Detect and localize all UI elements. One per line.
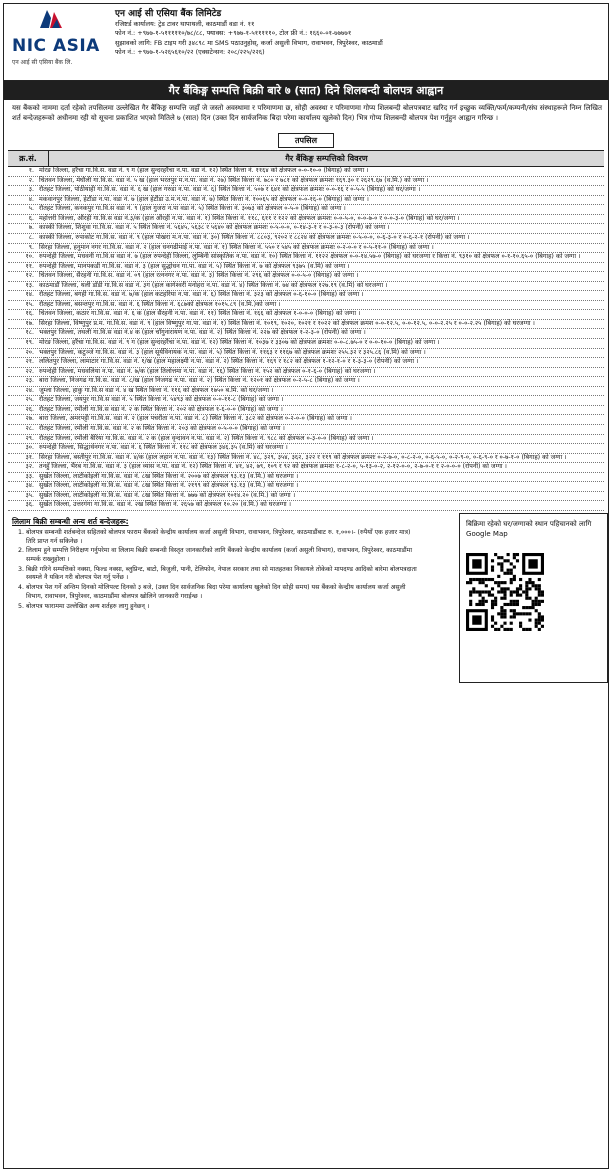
terms-title: लिलाम बिक्री सम्बन्धी अन्य शर्त बन्देजहरू:	[12, 516, 129, 526]
notice-title-banner: गैर बैंकिङ्ग सम्पत्ति बिक्री बारे ७ (सात) दिने शिलबन्दी बोलपत्र आह्वान	[4, 81, 608, 100]
row-serial: ११.	[25, 262, 34, 270]
row-description: मकवानपुर जिल्ला, हेटौंडा न.पा. वडा नं. ७ (हाल हेटौंडा उ.म.न.पा. वडा नं. ७) स्थित कित्ता नं. १००६५ को क्षेत्रफल ०-०-१६-० (बिगाह) को जग्गा ।	[39, 195, 369, 203]
qr-code-icon[interactable]	[466, 553, 544, 631]
logo-subtitle: एन आई सी एसिया बैंक लि.	[12, 59, 73, 66]
table-row	[8, 282, 604, 292]
logo-text: NIC ASIA	[12, 36, 100, 56]
row-serial: ६.	[28, 214, 34, 222]
row-description: रौतहट जिल्ला, रमौली गा.वि.स. वडा नं. २ क स्थित कित्ता नं. २०३ को क्षेत्रफल ०-५-०-० (बिगाह) को जग्गा ।	[39, 424, 285, 432]
table-row	[8, 377, 604, 387]
table-row	[8, 349, 604, 359]
table-row	[8, 272, 604, 282]
table-row	[8, 415, 604, 425]
table-row	[8, 301, 604, 311]
term-item: 5. बोलपत्र फाराममा उल्लेखित अन्य शर्तहरु लागु हुनेछन् ।	[26, 603, 419, 612]
table-row	[8, 444, 604, 454]
row-description: चितवन जिल्ला, सैरहनी गा.वि.स. वडा नं. ०९ (हाल रत्ननगर न.पा. वडा नं. ३) स्थित कित्ता नं. २९६ को क्षेत्रफल ०-०-५-० (बिगाह) को जग्गा ।	[39, 272, 359, 280]
qr-caption: बिक्रिमा रहेको घर/जग्गाको स्थान पहिचानको लागि Google Map	[466, 519, 592, 538]
term-item: 3. बिक्री गरिने सम्पत्तिको नक्सा, फिल्ड नक्सा, ब्लुप्रिन्ट, बाटो, बिजुली, पानी, टेलिफोन, नेपाल सरकार तथा सो मातहतका निकायले तोकेको मापदण्ड आदिको बारेमा बोलपत्रदाता स्वयम्ले नै यकिन गरी बोलपत्र पेश गर्नु पर्नेछ ।	[26, 566, 419, 583]
table-row	[8, 291, 604, 301]
qr-box	[459, 513, 608, 683]
row-serial: २४.	[25, 386, 34, 394]
row-description: जुम्ला जिल्ला, हाकु गा.वि.स वडा नं. ४ ख स्थित कित्ता नं. ११६ को क्षेत्रफल १७५० ब.मि. को घर/जग्गा ।	[39, 386, 274, 394]
nic-asia-logo-icon	[38, 8, 64, 30]
row-description: चितवन जिल्ला, मेघौली गा.वि.स. वडा नं. ५ ख (हाल भरतपुर म.न.पा. वडा नं. २७) स्थित कित्ता नं. ७८० र ७८१ को क्षेत्रफल क्रमशः १६९.३० र २६२९.६७ (व.मि.) को जग्गा ।	[39, 176, 429, 184]
org-suggestion-line: सुझावको लागि: FB टाइप गरी ३४८९८ मा SMS पठाउनुहोस्, कर्जा असुली विभाग, रावाभवन, त्रिपुरेश्वर, काठमाडौं	[115, 38, 383, 47]
row-serial: २३.	[25, 377, 34, 385]
row-description: बारा जिल्ला, अमरपट्टी गा.वि.स. वडा नं. २ (हाल पचरौता न.पा. वडा नं. ८) स्थित कित्ता नं. ३८२ को क्षेत्रफल ०-२-०-० (बिगाह) को जग्गा ।	[39, 415, 352, 423]
tapsil-label: तपसिल	[278, 133, 334, 148]
row-description: रौतहट जिल्ला, रमौली बैरिया गा.वि.स. वडा नं. २ क (हाल वृन्दावन न.पा. वडा नं. २) स्थित कित्ता नं. ९८८ को क्षेत्रफल ०-३-०-० (बिगाह) को जग्गा ।	[39, 434, 374, 442]
org-name: एन आई सी एसिया बैंक लिमिटेड	[115, 9, 222, 19]
table-row	[8, 492, 604, 502]
table-row	[8, 205, 604, 215]
term-item: 1. बोलपत्र सम्बन्धी शर्तबन्देज सहितको बोलपत्र फाराम बैंकको केन्द्रीय कार्यालय कर्जा असुली विभाग, रावाभवन, त्रिपुरेश्वर, काठमाडौंबाट रु. १,०००।- (रुपैयाँ एक हजार मात्र) तिरि प्राप्त गर्न सकिनेछ ।	[26, 529, 419, 546]
row-serial: ५.	[28, 205, 34, 213]
row-serial: २.	[28, 176, 34, 184]
row-description: रुपन्देही जिल्ला, मधवलिया न.पा. वडा नं. ७/क (हाल तिलोत्तमा न.पा. वडा नं. १६) स्थित कित्ता नं. १५२ को क्षेत्रफल ०-१-६-० (बिगाह) को घरजग्गा ।	[39, 367, 376, 375]
term-item: 4. बोलपत्र पेश गर्ने अन्तिम दिनको मोलिपल्ट दिनको ३ बजे, (उक्त दिन सार्वजनिक बिदा परेमा कार्यालय खुलेको दिन सोही समय) यस बैंकको केन्द्रीय कार्यालय कर्जा असुली विभाग, रावाभवन, त्रिपुरेश्वर, काठमाडौंमा बोलपत्र खोलिने जानकारी गराईन्छ ।	[26, 584, 419, 601]
row-description: रौतहट जिल्ला, बगही गा.वि.स. वडा नं. ७/क (हाल कटहरिया न.पा. वडा नं. ६) स्थित कित्ता नं. ३२३ को क्षेत्रफल ०-६-१०-० (बिगाह) को जग्गा ।	[39, 291, 364, 299]
terms-list	[4, 529, 419, 683]
row-description: भक्तपुर जिल्ला, तथली गा.वि.स वडा नं.४ क (हाल चाँगुनारायण न.पा. वडा नं. २) स्थित कित्ता नं. २२७ को क्षेत्रफल १-२-३-० (रोपनी) को जग्गा ।	[39, 329, 366, 337]
header	[4, 4, 608, 81]
intro-paragraph: यस बैंकको नाममा दर्ता रहेको तपसिलमा उल्लेखित गैर बैंकिङ्ग सम्पत्ति जहाँ जे जस्तो अवस्थामा र परिमाणमा छ, सोही अवस्था र परिमाणमा गोप्य शिलबन्दी बोलपत्रबाट खरिद गर्न इच्छुक व्यक्ति/फर्म/कम्पनी/संघ संस्थाहरूले निम्न लिखित शर्त बन्देजहरूको अधीनमा रही यो सूचना प्रकाशित भएको मितिले ७ (सात) दिन (उक्त दिन सार्वजनिक बिदा परेमा कार्यालय खुलेको दिन) भित्र गोप्य शिलबन्दी बोलपत्र पेश गर्नुहुन आह्वान गरिन्छ ।	[12, 104, 602, 122]
row-serial: २९.	[25, 434, 34, 442]
table-row	[8, 186, 604, 196]
row-description: भक्तपुर जिल्ला, कटुञ्जे गा.वि.स. वडा नं. ३ (हाल सूर्यविनायक न.पा. वडा नं. ५) स्थित कित्ता नं. ११६३ र ११६७ को क्षेत्रफल क्रमशः २५५.३२ र ३२५.८६ (व.मि) को जग्गा ।	[39, 348, 426, 356]
term-item: 2. लिलाम हुने सम्पत्ति निरीक्षण गर्नुपरेमा वा लिलाम बिक्री सम्बन्धी विस्तृत जानकारीको लागि बैंकको केन्द्रीय कार्यालय (कर्जा असुली विभाग), रावाभवन, त्रिपुरेश्वर, काठमाडौंमा सम्पर्क राख्नुहोला ।	[26, 547, 419, 564]
table-row	[8, 244, 604, 254]
row-serial: २२.	[25, 367, 34, 375]
table-row	[8, 435, 604, 445]
row-description: रुपन्देही जिल्ला, मानपकडी गा.वि.स. वडा नं. ३ (हाल सुद्धोधन गा.पा. वडा नं. ५) स्थित कित्ता नं. ७ को क्षेत्रफल ९३७५ (व.मि) को जग्गा ।	[39, 262, 350, 270]
row-serial: २८.	[25, 424, 34, 432]
row-serial: ३६.	[25, 501, 34, 509]
table-row	[8, 425, 604, 435]
row-description: सिरहा जिल्ला, विष्णुपुर प्र.म. गा.वि.स. वडा नं. ९ (हाल विष्णुपुर गा.पा. वडा नं. १) स्थित कित्ता नं. १०१९, १०२०, १०२१ र १०२२ को क्षेत्रफल क्रमश ०-०-१२.५, ०-०-१२.५, ०-०-२.२५ र ०-०-२.२५ (बिगाह) को घरजग्गा ।	[39, 319, 535, 327]
row-serial: ३५.	[25, 491, 34, 499]
org-info	[109, 4, 608, 80]
row-serial: १.	[28, 167, 34, 175]
row-serial: १०.	[25, 253, 34, 261]
row-description: सिरहा जिल्ला, बस्तीपुर गा.वि.स. वडा नं. ४/क (हाल लहान न.पा. वडा नं. १३) स्थित कित्ता नं. ४८, ३२९, ३५४, ३६२, ३२२ र ११९ को क्षेत्रफल क्रमशः ०-२-७-०, ०-८-२-०, ०-६-५-०, ०-२-९-०, ०-६-९-० र ०-७-१-० (बिगाह) को जग्गा ।	[39, 453, 567, 461]
row-description: महोत्तरी जिल्ला, औरही गा.वि.स वडा नं.३/क (हाल औरही न.पा. वडा नं. १) स्थित कित्ता नं. ११८, ६११ र १२२ को क्षेत्रफल क्रमशः ०-०-५-०, ०-०-७-० र ०-०-३-० (बिगाह) को घर/जग्गा ।	[39, 214, 460, 222]
row-description: सिरहा जिल्ला, हनुमान नगर गा.वि.स. वडा नं. २ (हाल धनगढीमाई न.पा. वडा नं. १) स्थित कित्ता नं. ५५० र ५४५ को क्षेत्रफल क्रमशः ०-२-०-० र ०-५-११-० (बिगाह) को जग्गा ।	[39, 243, 434, 251]
table-row	[8, 310, 604, 320]
table-row	[8, 406, 604, 416]
row-serial: ३४.	[25, 482, 34, 490]
row-serial: २५.	[25, 396, 34, 404]
row-description: रुपन्देही जिल्ला, मधवनी गा.वि.स वडा नं. ७ (हाल रुपन्देही जिल्ला, लुम्बिनी सांस्कृतिक न.पा. वडा नं. १०) स्थित कित्ता नं. ११२२ क्षेत्रफल ०-०-१४.५७-० (बिगाह) को घरजग्गा र कित्ता नं. ९३१० को क्षेत्रफल ०-१-१०.६५-० (बिगाह) को जग्गा ।	[39, 253, 581, 261]
row-serial: ९.	[28, 243, 34, 251]
row-description: रौतहट जिल्ला, कनकपुर गा.वि.स वडा नं. ९ (हाल गुजरा न.पा वडा नं. ५) स्थित कित्ता नं. ३०७३ को क्षेत्रफल ०-५-० (बिगाह) को जग्गा ।	[39, 205, 346, 213]
row-serial: ४.	[28, 195, 34, 203]
row-serial: १८.	[25, 329, 34, 337]
row-serial: २६.	[25, 405, 34, 413]
org-phone-line: फोन नं.: +९७७-१-५१११११०/७८/८८, फ्याक्स: +९७७-१-५१११११०, टोल फ्री नं.: १६६०-०१-७७७७१	[115, 29, 352, 38]
row-description: सुर्खेत जिल्ला, लाटीकोइली गा.वि.स. वडा नं. ८ख स्थित कित्ता नं. २१९९ को क्षेत्रफल ९३.१३ (व.मि.) को घरजग्गा ।	[39, 482, 299, 490]
row-serial: ३१.	[25, 453, 34, 461]
row-serial: १४.	[25, 291, 34, 299]
row-description: रुपन्देही जिल्ला, सिद्धार्थनगर न.पा. वडा नं. ६ स्थित कित्ता नं. ११८ को क्षेत्रफल ३४६.३५ (व.मि) को घरजग्गा ।	[39, 444, 288, 452]
row-serial: २७.	[25, 415, 34, 423]
row-description: कास्की जिल्ला, रुपाकोट गा.वि.स. वडा नं. ९ (हाल पोखरा म.न.पा. वडा नं. ३०) स्थित कित्ता नं. ८८०३, ९२०२ र ८८२४ को क्षेत्रफल क्रमशः ०-५-०-०, ०-६-३-० र ०-६-२-१ (रोपनी) को जग्गा ।	[39, 234, 470, 242]
org-address-line: रजिष्टर्ड कार्यालय: ट्रेड टावर थापाथली, काठमाडौं वडा नं. ११	[115, 20, 255, 28]
org-contact-line: फोन नं.: +९७७-१-५२६५६१०/२२ (एक्सटेन्सन: २०८/२२५/२२६)	[115, 47, 265, 56]
table-row	[8, 253, 604, 263]
row-description: सुर्खेत जिल्ला, लाटीकोइली गा.वि.स. वडा नं. ८ख स्थित कित्ता नं. ७७७ को क्षेत्रफल १०१४.२० (व.मि.) को जग्गा ।	[39, 491, 296, 499]
row-description: मोरङ जिल्ला, हरैंचा गा.वि.स. वडा नं. ९ ग (हाल सुन्दरहरैंचा न.पा. वडा नं. १२) स्थित कित्ता नं. १०३७ र ३३०७ को क्षेत्रफल क्रमशः ०-०-८.७५-० र ०-०-१०-० (बिगाह) को जग्गा ।	[39, 339, 440, 347]
table-row	[8, 339, 604, 349]
notice-page	[3, 3, 609, 1169]
row-description: रौतहट जिल्ला, जयपुर गा.वि.स वडा नं. ५ स्थित कित्ता नं. ५४९३ को क्षेत्रफल ०-०-११-८ (बिगाह) को जग्गा ।	[39, 396, 284, 404]
table-row	[8, 329, 604, 339]
row-description: रौतहट जिल्ला, रमौली गा.वि.स वडा नं. २ क स्थित कित्ता नं. २०२ को क्षेत्रफल १-६-०-० (बिगाह) को जग्गा ।	[39, 405, 283, 413]
row-serial: ८.	[28, 234, 34, 242]
table-row	[8, 501, 604, 511]
table-row	[8, 234, 604, 244]
table-row	[8, 387, 604, 397]
row-description: तनहुँ जिल्ला, भैंरब गा.वि.स. वडा नं. ३ (हाल व्यास न.पा. वडा नं. १२) स्थित कित्ता नं. ४१, ४२, ७९, १०९ र ९२ को क्षेत्रफल क्रमशः १-८-२-०, ५-१३-०-२, २-१२-०-०, २-७-०-१ र २-०-०-० (रोपनी) को जग्गा ।	[39, 463, 507, 471]
row-description: सुर्खेत जिल्ला, लाटीकोइली गा.वि.स. वडा नं. ८ख स्थित कित्ता नं. २००७ को क्षेत्रफल ९३.१३ (व.मि.) को घरजग्गा ।	[39, 472, 299, 480]
row-description: काठमाडौं जिल्ला, थली डाँडी गा.वि.स वडा नं. ३ग (हाल कागेश्वरी मनोहरा न.पा. वडा नं. ४) स्थित कित्ता नं. ७४ को क्षेत्रफल १२७.१९ (व.मि) को घरजग्गा ।	[39, 281, 388, 289]
row-description: चितवन जिल्ला, कठार गा.वि.स. वडा नं. ६ क (हाल सैरहनी न.पा. वडा नं. ११) स्थित कित्ता नं. १६६ को क्षेत्रफल १-०-०-० (बिगाह) को जग्गा ।	[39, 310, 361, 318]
table-header	[8, 150, 604, 167]
property-list	[8, 167, 604, 511]
row-description: रौतहट जिल्ला, पोठीयाही गा.वि.स. वडा नं. ६ ख (हाल गरुडा न.पा. वडा नं. ६) स्थित कित्ता नं. ५०७ र ६४१ को क्षेत्रफल क्रमशः ०-०-१६ र ०-५-५ (बिगाह) को घर/जग्गा ।	[39, 186, 421, 194]
table-row	[8, 167, 604, 177]
row-serial: ३२.	[25, 463, 34, 471]
row-description: सुर्खेत जिल्ला, उत्तरगंगा गा.वि.स. वडा नं. २ख स्थित कित्ता नं. २६५७ को क्षेत्रफल १०.२० (व.मि.) को घरजग्गा ।	[39, 501, 292, 509]
row-description: बारा जिल्ला, निजगढ गा.वि.स. वडा नं. ८/ख (हाल निजगढ न.पा. वडा नं. २) स्थित कित्ता नं. १२०१ को क्षेत्रफल ०-२-५-८ (बिगाह) को जग्गा ।	[39, 377, 360, 385]
tapsil-heading	[4, 128, 608, 148]
row-serial: ३०.	[25, 444, 34, 452]
col-serial-header: क्र.सं.	[8, 151, 49, 166]
row-serial: १७.	[25, 319, 34, 327]
row-description: रौतहट जिल्ला, बसन्तपुर गा.वि.स. वडा नं. ६ स्थित कित्ता नं. ६८७को क्षेत्रफल १०१५.८९ (व.मि.)को जग्गा ।	[39, 300, 281, 308]
row-serial: १५.	[25, 300, 34, 308]
row-description: मोरङ जिल्ला, हरैंचा गा.वि.स. वडा नं. ९ ग (हाल सुन्दरहरैंचा न.पा. वडा नं. १२) स्थित कित्ता नं. ११६४ को क्षेत्रफल ०-०-१०-० (बिगाह) को जग्गा ।	[39, 167, 369, 175]
table-row	[8, 396, 604, 406]
table-row	[8, 454, 604, 464]
row-serial: ७.	[28, 224, 34, 232]
table-row	[8, 463, 604, 473]
row-description: ललितपुर जिल्ला, लामाटार गा.वि.स. वडा नं. १/ख (हाल महालक्ष्मी न.पा. वडा नं. २) स्थित कित्ता नं. १६९ र १८२ को क्षेत्रफल १-१२-१-० र १-३-३-० (रोपनी) को जग्गा ।	[39, 358, 419, 366]
table-row	[8, 177, 604, 187]
row-serial: १९.	[25, 339, 34, 347]
table-row	[8, 263, 604, 273]
row-serial: २०.	[25, 348, 34, 356]
row-serial: १२.	[25, 272, 34, 280]
table-row	[8, 196, 604, 206]
row-serial: २१.	[25, 358, 34, 366]
row-serial: ३.	[28, 186, 34, 194]
bank-logo	[4, 4, 109, 80]
row-serial: १६.	[25, 310, 34, 318]
row-description: कास्की जिल्ला, शिशुवा गा.वि.स. वडा नं. ५ स्थित कित्ता नं. ५६४५, ५६३८ र ५६४० को क्षेत्रफल क्रमशः ०-५-०-०, ०-१४-३-१ र ०-३-०-३ (रोपनी) को जग्गा ।	[39, 224, 390, 232]
row-serial: १३.	[25, 281, 34, 289]
row-serial: ३३.	[25, 472, 34, 480]
col-description-header: गैर बैंकिङ्ग सम्पत्तिको विवरण	[285, 154, 368, 164]
table-row	[8, 358, 604, 368]
table-row	[8, 368, 604, 378]
table-row	[8, 482, 604, 492]
table-row	[8, 473, 604, 483]
table-row	[8, 224, 604, 234]
